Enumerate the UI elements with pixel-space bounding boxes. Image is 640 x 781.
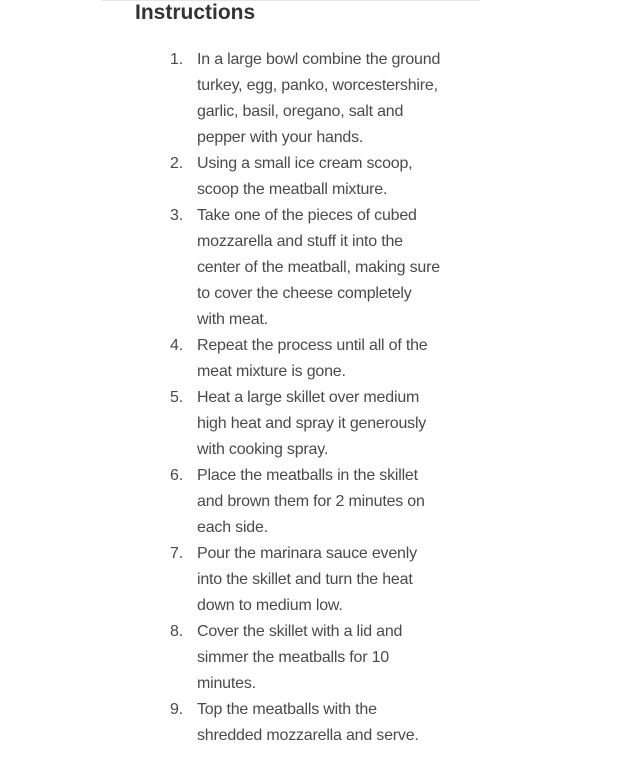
step-text: Heat a large skillet over medium high heat and spray it generously with cooking spray.: [197, 389, 427, 458]
step-number: 1.: [170, 51, 183, 68]
step-text: Top the meatballs with the shredded mozzarella and serve.: [197, 701, 419, 744]
step-number: 6.: [170, 467, 183, 484]
step-number: 5.: [170, 389, 183, 406]
step-text: Pour the marinara sauce evenly into the skillet and turn the heat down to medium low.: [197, 545, 417, 614]
instruction-step: [170, 203, 442, 333]
step-text: Take one of the pieces of cubed mozzarella and stuff it into the center of the meatball, making sure to cover the cheese completely with meat.: [197, 207, 440, 328]
instruction-step: [170, 697, 442, 749]
instruction-step: [170, 333, 442, 385]
step-number: 3.: [170, 207, 183, 224]
step-text: In a large bowl combine the ground turkey, egg, panko, worcestershire, garlic, basil, oregano, salt and pepper with your hands.: [197, 51, 441, 146]
instruction-step: [170, 47, 442, 151]
instruction-step: [170, 619, 442, 697]
instruction-step: [170, 463, 442, 541]
step-text: Place the meatballs in the skillet and brown them for 2 minutes on each side.: [197, 467, 425, 536]
instruction-step: [170, 151, 442, 203]
step-number: 7.: [170, 545, 183, 562]
instruction-step: [170, 385, 442, 463]
instructions-list: [170, 47, 442, 749]
step-text: Using a small ice cream scoop, scoop the meatball mixture.: [197, 155, 413, 198]
step-text: Cover the skillet with a lid and simmer the meatballs for 10 minutes.: [197, 623, 403, 692]
step-text: Repeat the process until all of the meat mixture is gone.: [197, 337, 428, 380]
step-number: 4.: [170, 337, 183, 354]
step-number: 8.: [170, 623, 183, 640]
step-number: 9.: [170, 701, 183, 718]
step-number: 2.: [170, 155, 183, 172]
section-title: Instructions: [135, 1, 256, 24]
instruction-step: [170, 541, 442, 619]
